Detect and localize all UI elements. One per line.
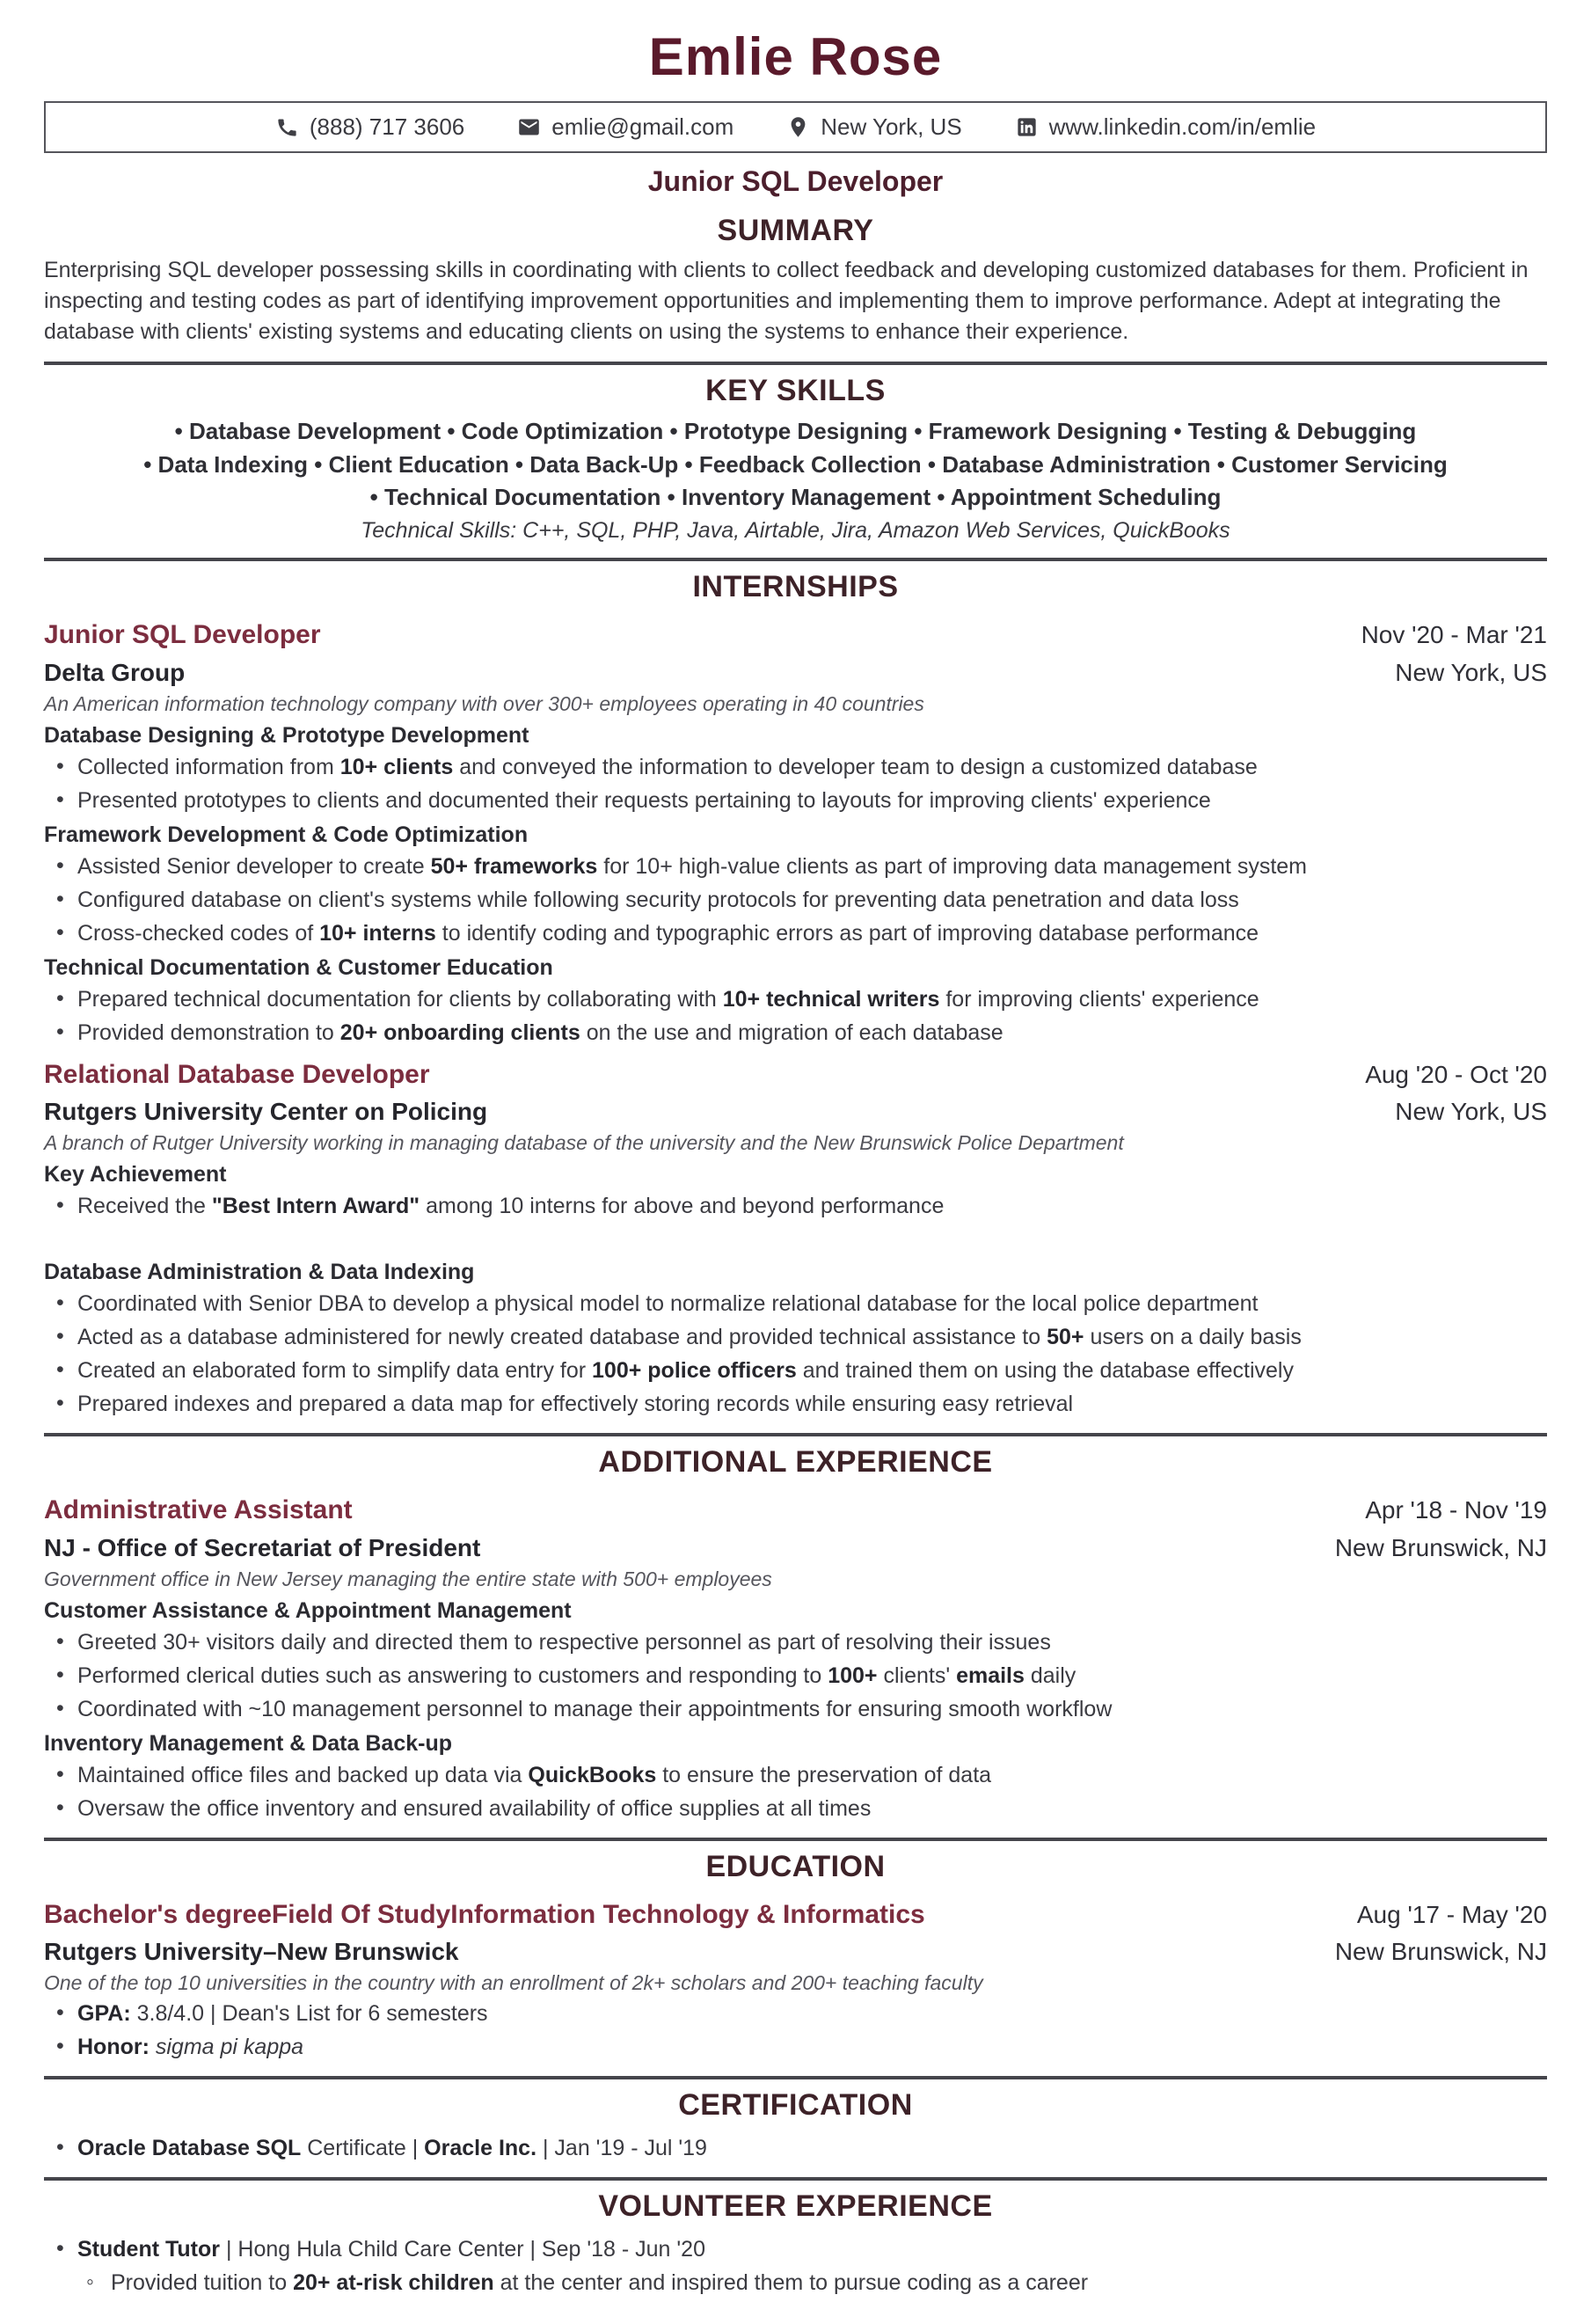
entry-location: New Brunswick, NJ bbox=[1334, 1533, 1547, 1561]
resume-job-title: Junior SQL Developer bbox=[647, 165, 944, 197]
bullet-list bbox=[44, 851, 1547, 948]
sub-bullet-item: ◦ Provided tuition to 20+ at-risk children at the center and inspired them to pursue coding as a career bbox=[44, 2268, 1547, 2298]
contact-bar bbox=[44, 101, 1547, 153]
contact-phone-text: (888) 717 3606 bbox=[309, 113, 465, 140]
group-heading: Database Designing & Prototype Development bbox=[44, 722, 529, 748]
entry-dates: Aug '17 - May '20 bbox=[1356, 1900, 1547, 1928]
entry-subheader-row bbox=[44, 652, 1547, 687]
experience-entry bbox=[44, 618, 1547, 1048]
candidate-name: Emlie Rose bbox=[648, 27, 943, 86]
entry-role: Administrative Assistant bbox=[44, 1495, 353, 1525]
bullet-item: • Oversaw the office inventory and ensured availability of office supplies at all times bbox=[44, 1794, 1547, 1823]
bullet-list bbox=[44, 2234, 1547, 2298]
bullet-item: • Received the "Best Intern Award" among 10 interns for above and beyond performance bbox=[44, 1191, 1547, 1221]
contact-email bbox=[517, 113, 733, 141]
skills-line: • Data Indexing • Client Education • Data Back-Up • Feedback Collection • Database Administration • Customer Servicing bbox=[143, 450, 1448, 478]
entry-role: Relational Database Developer bbox=[44, 1059, 430, 1089]
bullet-list bbox=[44, 2133, 1547, 2163]
bullet-item: • Collected information from 10+ clients and conveyed the information to developer team to design a customized database bbox=[44, 752, 1547, 782]
bullet-list bbox=[44, 752, 1547, 815]
section-title: CERTIFICATION bbox=[678, 2088, 913, 2123]
group-heading: Technical Documentation & Customer Education bbox=[44, 954, 553, 980]
entry-subheader-row bbox=[44, 1527, 1547, 1562]
group-heading: Framework Development & Code Optimization bbox=[44, 822, 529, 847]
entry-location: New York, US bbox=[1395, 1098, 1547, 1126]
entry-role: Junior SQL Developer bbox=[44, 620, 321, 650]
bullet-list bbox=[44, 984, 1547, 1048]
phone-icon bbox=[275, 115, 299, 139]
summary-text: Enterprising SQL developer possessing skills in coordinating with clients to collect feedback and developing customized databases for them. Proficient in inspecting and testing codes as part of identifying improvement opportunities and implementing them to improve performance. Adept at integrating the database with clients' existing systems and educating clients on using the systems to enhance their experience. bbox=[44, 258, 1529, 344]
bullet-item: • Greeted 30+ visitors daily and directed them to respective personnel as part of resolving their issues bbox=[44, 1627, 1547, 1657]
bullet-item: • Configured database on client's systems while following security protocols for preventing data penetration and data loss bbox=[44, 885, 1547, 915]
bullet-list bbox=[44, 1627, 1547, 1724]
entry-dates: Apr '18 - Nov '19 bbox=[1365, 1496, 1547, 1524]
contact-linkedin bbox=[1015, 113, 1316, 141]
bullet-item: • Assisted Senior developer to create 50+ frameworks for 10+ high-value clients as part of improving data management system bbox=[44, 851, 1547, 881]
experience-entry bbox=[44, 1494, 1547, 1823]
entry-company: Rutgers University Center on Policing bbox=[44, 1098, 488, 1126]
entry-description: Government office in New Jersey managing the entire state with 500+ employees bbox=[44, 1567, 772, 1590]
entry-header-row bbox=[44, 1058, 1547, 1092]
section-volunteer bbox=[44, 2177, 1547, 2298]
group-heading: Database Administration & Data Indexing bbox=[44, 1260, 475, 1285]
bullet-list bbox=[44, 1999, 1547, 2062]
group-heading: Key Achievement bbox=[44, 1162, 227, 1188]
skills-line: • Technical Documentation • Inventory Management • Appointment Scheduling bbox=[369, 484, 1222, 511]
entry-dates: Nov '20 - Mar '21 bbox=[1361, 621, 1547, 649]
section-internships bbox=[44, 558, 1547, 1419]
section-title: SUMMARY bbox=[717, 214, 874, 247]
bullet-list bbox=[44, 1760, 1547, 1823]
bullet-item: • Prepared indexes and prepared a data map for effectively storing records while ensuring easy retrieval bbox=[44, 1389, 1547, 1419]
group-heading: Inventory Management & Data Back-up bbox=[44, 1730, 452, 1756]
entry-header-row bbox=[44, 618, 1547, 652]
contact-location bbox=[786, 113, 961, 141]
bullet-item: • Coordinated with ~10 management personnel to manage their appointments for ensuring smooth workflow bbox=[44, 1694, 1547, 1724]
entry-company: NJ - Office of Secretariat of President bbox=[44, 1533, 481, 1561]
section-key-skills bbox=[44, 362, 1547, 544]
bullet-item: • Maintained office files and backed up data via QuickBooks to ensure the preservation of data bbox=[44, 1760, 1547, 1790]
bullet-item: • Oracle Database SQL Certificate | Oracle Inc. | Jan '19 - Jul '19 bbox=[44, 2133, 1547, 2163]
entry-dates: Aug '20 - Oct '20 bbox=[1365, 1060, 1547, 1088]
entry-subheader-row bbox=[44, 1931, 1547, 1966]
experience-entry bbox=[44, 1898, 1547, 2063]
section-summary bbox=[44, 205, 1547, 347]
entry-subheader-row bbox=[44, 1091, 1547, 1126]
bullet-item: • Honor: sigma pi kappa bbox=[44, 2032, 1547, 2062]
bullet-item: • Cross-checked codes of 10+ interns to identify coding and typographic errors as part of improving database performance bbox=[44, 918, 1547, 948]
entry-header-row bbox=[44, 1898, 1547, 1932]
entry-header-row bbox=[44, 1494, 1547, 1527]
entry-description: An American information technology company with over 300+ employees operating in 40 countries bbox=[44, 691, 924, 715]
bullet-item: • Coordinated with Senior DBA to develop a physical model to normalize relational database for the local police department bbox=[44, 1289, 1547, 1319]
group-heading: Customer Assistance & Appointment Management bbox=[44, 1597, 572, 1623]
bullet-item: • Presented prototypes to clients and documented their requests pertaining to layouts for improving clients' experience bbox=[44, 786, 1547, 815]
section-title: INTERNSHIPS bbox=[692, 570, 899, 604]
entry-role: Bachelor's degreeField Of StudyInformation Technology & Informatics bbox=[44, 1899, 925, 1929]
entry-company: Delta Group bbox=[44, 658, 186, 686]
bullet-item: • Provided demonstration to 20+ onboarding clients on the use and migration of each database bbox=[44, 1018, 1547, 1048]
bullet-list bbox=[44, 1191, 1547, 1221]
entry-location: New York, US bbox=[1395, 658, 1547, 686]
section-title: VOLUNTEER EXPERIENCE bbox=[598, 2189, 993, 2224]
contact-phone bbox=[275, 113, 464, 141]
bullet-item: • Student Tutor | Hong Hula Child Care Center | Sep '18 - Jun '20 bbox=[44, 2234, 1547, 2264]
contact-location-text: New York, US bbox=[821, 113, 962, 140]
contact-linkedin-text: www.linkedin.com/in/emlie bbox=[1048, 113, 1317, 140]
email-icon bbox=[517, 115, 541, 139]
section-education bbox=[44, 1838, 1547, 2063]
linkedin-icon bbox=[1015, 115, 1039, 139]
section-additional-experience bbox=[44, 1433, 1547, 1823]
contact-email-text: emlie@gmail.com bbox=[551, 113, 734, 140]
entry-description: A branch of Rutger University working in managing database of the university and the New Brunswick Police Department bbox=[44, 1131, 1124, 1155]
technical-skills: Technical Skills: C++, SQL, PHP, Java, Airtable, Jira, Amazon Web Services, QuickBooks bbox=[361, 518, 1230, 544]
entry-company: Rutgers University–New Brunswick bbox=[44, 1938, 459, 1966]
bullet-item: • Created an elaborated form to simplify data entry for 100+ police officers and trained them on using the database effectively bbox=[44, 1356, 1547, 1385]
bullet-list bbox=[44, 1289, 1547, 1419]
bullet-item: • Acted as a database administered for newly created database and provided technical assistance to 50+ users on a daily basis bbox=[44, 1322, 1547, 1352]
experience-entry bbox=[44, 1058, 1547, 1420]
section-certification bbox=[44, 2076, 1547, 2163]
bullet-item: • GPA: 3.8/4.0 | Dean's List for 6 semesters bbox=[44, 1999, 1547, 2028]
skills-line: • Database Development • Code Optimization • Prototype Designing • Framework Designing • Testing & Debugging bbox=[174, 418, 1417, 444]
section-title: EDUCATION bbox=[705, 1849, 886, 1883]
bullet-item: • Prepared technical documentation for clients by collaborating with 10+ technical writers for improving clients' experience bbox=[44, 984, 1547, 1014]
bullet-item: • Performed clerical duties such as answering to customers and responding to 100+ clients' emails daily bbox=[44, 1661, 1547, 1691]
resume-sections bbox=[44, 205, 1547, 2298]
section-title: ADDITIONAL EXPERIENCE bbox=[598, 1445, 993, 1480]
entry-location: New Brunswick, NJ bbox=[1334, 1938, 1547, 1966]
entry-description: One of the top 10 universities in the country with an enrollment of 2k+ scholars and 200+ teaching faculty bbox=[44, 1971, 983, 1995]
location-icon bbox=[786, 115, 810, 139]
section-title: KEY SKILLS bbox=[705, 374, 886, 407]
